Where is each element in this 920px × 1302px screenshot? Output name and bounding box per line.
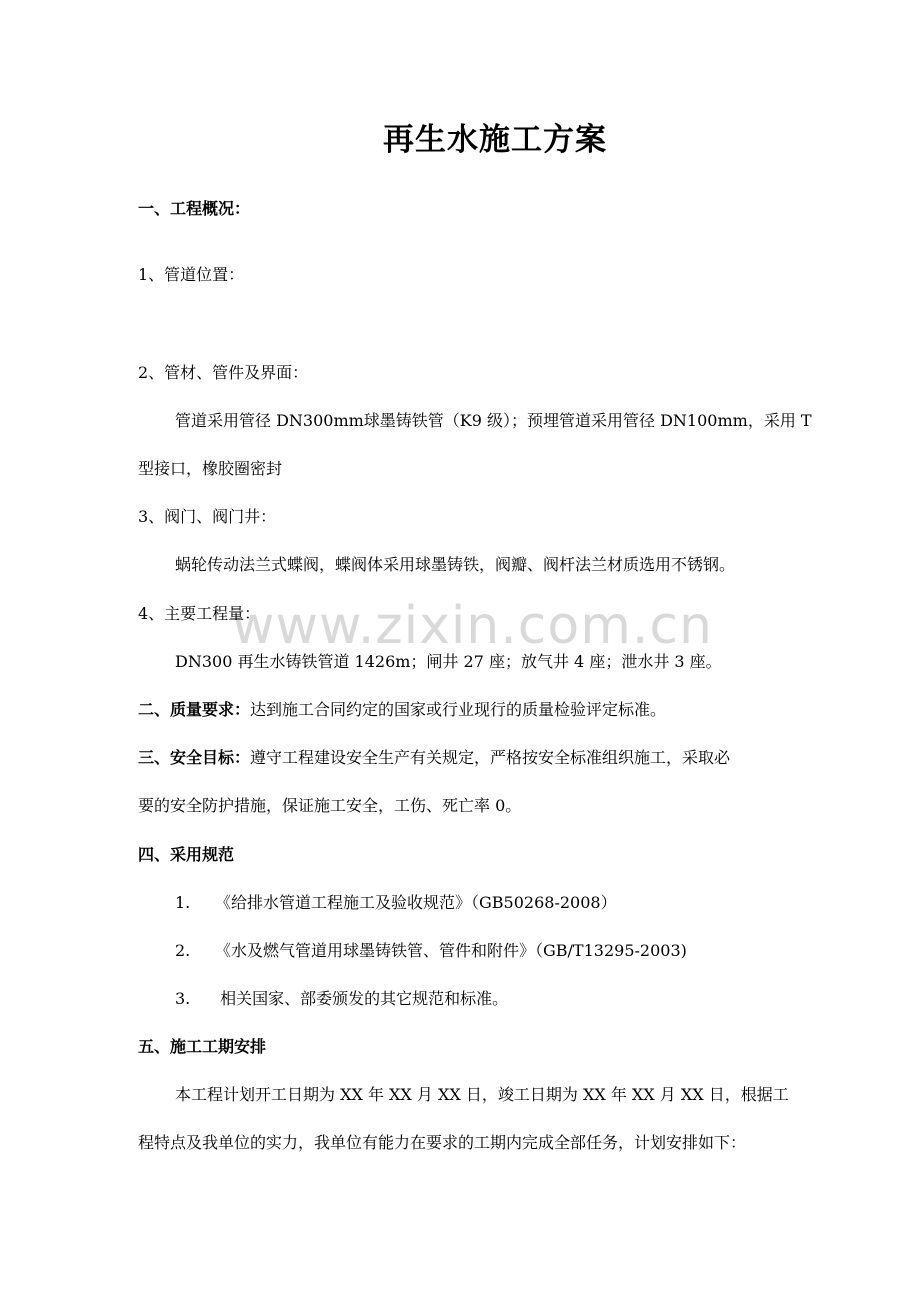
section-heading-schedule: 五、施工工期安排	[138, 1037, 267, 1056]
standard-number: 3.	[175, 989, 191, 1008]
safety-paragraph	[138, 745, 730, 768]
pipe-material-text-line1: 管道采用管径 DN300mm球墨铸铁管（K9 级）；预埋管道采用管径 DN100mm，采用 T	[175, 411, 812, 430]
document-title: 再生水施工方案	[383, 122, 607, 158]
standard-item	[175, 938, 687, 961]
section-heading-standards: 四、采用规范	[138, 845, 235, 864]
quality-paragraph	[138, 697, 666, 720]
safety-heading: 三、安全目标：	[138, 748, 251, 767]
schedule-text-line1: 本工程计划开工日期为 XX 年 XX 月 XX 日，竣工日期为 XX 年 XX 月 XX 日，根据工	[175, 1085, 789, 1104]
quantities-text: DN300 再生水铸铁管道 1426m；闸井 27 座；放气井 4 座；泄水井 3 座。	[175, 652, 722, 671]
schedule-text-line2: 程特点及我单位的实力，我单位有能力在要求的工期内完成全部任务，计划安排如下：	[138, 1133, 747, 1152]
item-valves: 3、阀门、阀门井：	[138, 507, 277, 526]
standard-item	[175, 986, 508, 1009]
standard-text: 《水及燃气管道用球墨铸铁管、管件和附件》（GB/T13295-2003)	[215, 941, 687, 960]
valves-text: 蜗轮传动法兰式蝶阀，蝶阀体采用球墨铸铁，阀瓣、阀杆法兰材质选用不锈钢。	[175, 555, 736, 574]
standard-item	[175, 890, 617, 913]
standard-text: 相关国家、部委颁发的其它规范和标准。	[215, 989, 509, 1008]
standard-number: 1.	[175, 893, 191, 912]
item-pipe-location: 1、管道位置：	[138, 265, 245, 284]
standard-number: 2.	[175, 941, 191, 960]
item-pipe-material: 2、管材、管件及界面：	[138, 363, 309, 382]
pipe-material-text-line2: 型接口，橡胶圈密封	[138, 459, 283, 478]
item-quantities: 4、主要工程量：	[138, 604, 261, 623]
quality-heading: 二、质量要求：	[138, 700, 251, 719]
safety-text-line1: 遵守工程建设安全生产有关规定，严格按安全标准组织施工，采取必	[250, 748, 731, 767]
watermark: www.zixin.com.cn	[232, 596, 713, 656]
standard-text: 《给排水管道工程施工及验收规范》（GB50268-2008）	[215, 893, 617, 912]
quality-text: 达到施工合同约定的国家或行业现行的质量检验评定标准。	[250, 700, 667, 719]
section-heading-overview: 一、工程概况：	[138, 199, 251, 218]
safety-text-line2: 要的安全防护措施，保证施工安全，工伤、死亡率 0。	[138, 796, 522, 815]
